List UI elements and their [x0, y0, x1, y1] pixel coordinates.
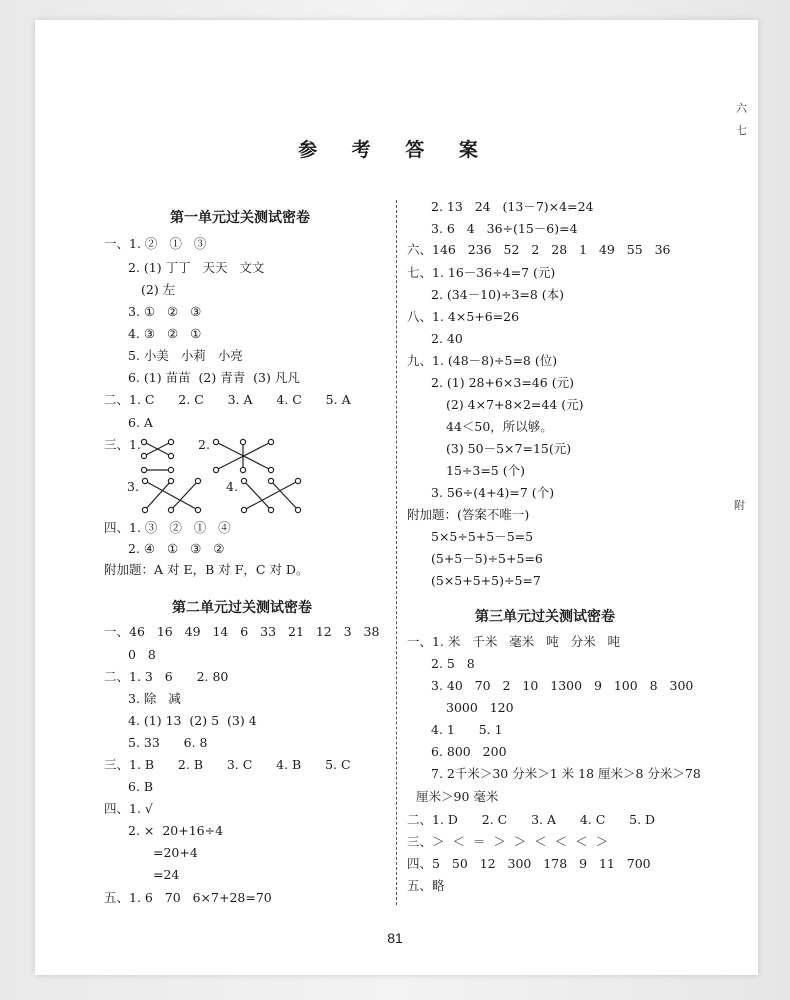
answer-line: 附加题：A 对 E，B 对 F，C 对 D。: [104, 562, 309, 577]
answer-line: 六、146 236 52 2 28 1 49 55 36: [407, 242, 671, 257]
answer-line: 2. × 20+16÷4: [128, 823, 224, 838]
edge-text: 附: [734, 499, 745, 512]
answer-line: 3. 除 减: [128, 691, 181, 706]
answer-line: 九、1. (48－8)÷5=8 (位): [407, 353, 558, 368]
answer-line: 3. ① ② ③: [128, 304, 202, 319]
answer-line: (2) 4×7+8×2=44 (元): [446, 397, 584, 412]
page-number: 81: [387, 930, 403, 946]
answer-line: 七、1. 16－36÷4=7 (元): [407, 265, 556, 280]
answer-line: 4. (1) 13 (2) 5 (3) 4: [128, 713, 257, 728]
answer-line: 3. 56÷(4+4)=7 (个): [431, 485, 555, 500]
answer-line: =20+4: [153, 845, 198, 860]
answer-line: 一、1. ② ① ③: [104, 236, 207, 251]
answer-line: 四、1. √: [104, 801, 153, 816]
answer-line: 八、1. 4×5+6=26: [407, 309, 520, 324]
answer-line: (5+5－5)÷5+5=6: [431, 551, 543, 566]
answer-line: =24: [153, 867, 180, 882]
page-title: 参 考 答 案: [298, 139, 492, 161]
unit3-heading: 第三单元过关测试密卷: [475, 609, 615, 625]
answer-line: 二、1. D 2. C 3. A 4. C 5. D: [407, 812, 656, 827]
answer-line: 0 8: [128, 647, 156, 662]
column-divider: [396, 200, 397, 905]
unit1-heading: 第一单元过关测试密卷: [170, 210, 310, 226]
answer-line: 五、1. 6 70 6×7+28=70: [104, 890, 272, 905]
answer-line: 6. A: [128, 415, 153, 430]
answer-line: 3.: [127, 479, 139, 494]
answer-line: (3) 50－5×7=15(元): [446, 441, 572, 456]
answer-line: 2. 13 24 (13－7)×4=24: [431, 199, 594, 214]
edge-text: 六: [736, 102, 747, 115]
answer-line: 2. 5 8: [431, 656, 475, 671]
answer-line: 5. 小美 小莉 小亮: [128, 348, 243, 363]
answer-line: 4. ③ ② ①: [128, 326, 202, 341]
answer-line: (2) 左: [141, 282, 176, 297]
answer-line: 三、1. B 2. B 3. C 4. B 5. C: [104, 757, 351, 772]
answer-line: 7. 2千米＞30 分米＞1 米 18 厘米＞8 分米＞78: [431, 766, 701, 781]
answer-line: 6. 800 200: [431, 744, 507, 759]
edge-text: 七: [736, 124, 747, 137]
answer-line: 附加题：(答案不唯一): [407, 507, 530, 522]
answer-line: 3. 6 4 36÷(15－6)=4: [431, 221, 578, 236]
answer-line: 厘米＞90 毫米: [416, 789, 499, 804]
answer-line: 四、1. ③ ② ① ④: [104, 520, 231, 535]
unit2-heading: 第二单元过关测试密卷: [172, 600, 312, 616]
answer-line: 5×5÷5+5－5=5: [431, 529, 534, 544]
answer-line: 4.: [226, 479, 238, 494]
answer-line: 二、1. 3 6 2. 80: [104, 669, 229, 684]
answer-line: 44＜50，所以够。: [446, 419, 553, 434]
answer-line: 一、1. 米 千米 毫米 吨 分米 吨: [407, 634, 621, 649]
answer-line: 2. ④ ① ③ ②: [128, 541, 225, 556]
answer-line: 4. 1 5. 1: [431, 722, 503, 737]
answer-line: 五、略: [407, 878, 445, 893]
answer-line: 2. (34－10)÷3=8 (本): [431, 287, 565, 302]
answer-line: 一、46 16 49 14 6 33 21 12 3 38: [104, 624, 380, 639]
answer-line: 2. 40: [431, 331, 463, 346]
answer-line: 2.: [198, 437, 210, 452]
answer-line: 2. (1) 丁丁 天天 文文: [128, 260, 265, 275]
answer-line: 3. 40 70 2 10 1300 9 100 8 300: [431, 678, 694, 693]
answer-line: 5. 33 6. 8: [128, 735, 208, 750]
answer-line: 15÷3=5 (个): [446, 463, 525, 478]
answer-line: 2. (1) 28+6×3=46 (元): [431, 375, 574, 390]
answer-line: 三、＞ ＜ ＝ ＞ ＞ ＜ ＜ ＜ ＞: [407, 834, 609, 849]
answer-line: 3000 120: [446, 700, 514, 715]
answer-line: 6. (1) 苗苗 (2) 青青 (3) 凡凡: [128, 370, 300, 385]
answer-line: 二、1. C 2. C 3. A 4. C 5. A: [104, 392, 351, 407]
answer-line: 三、1.: [104, 437, 141, 452]
answer-line: 6. B: [128, 779, 154, 794]
answer-line: 四、5 50 12 300 178 9 11 700: [407, 856, 651, 871]
answer-line: (5×5+5+5)÷5=7: [431, 573, 541, 588]
